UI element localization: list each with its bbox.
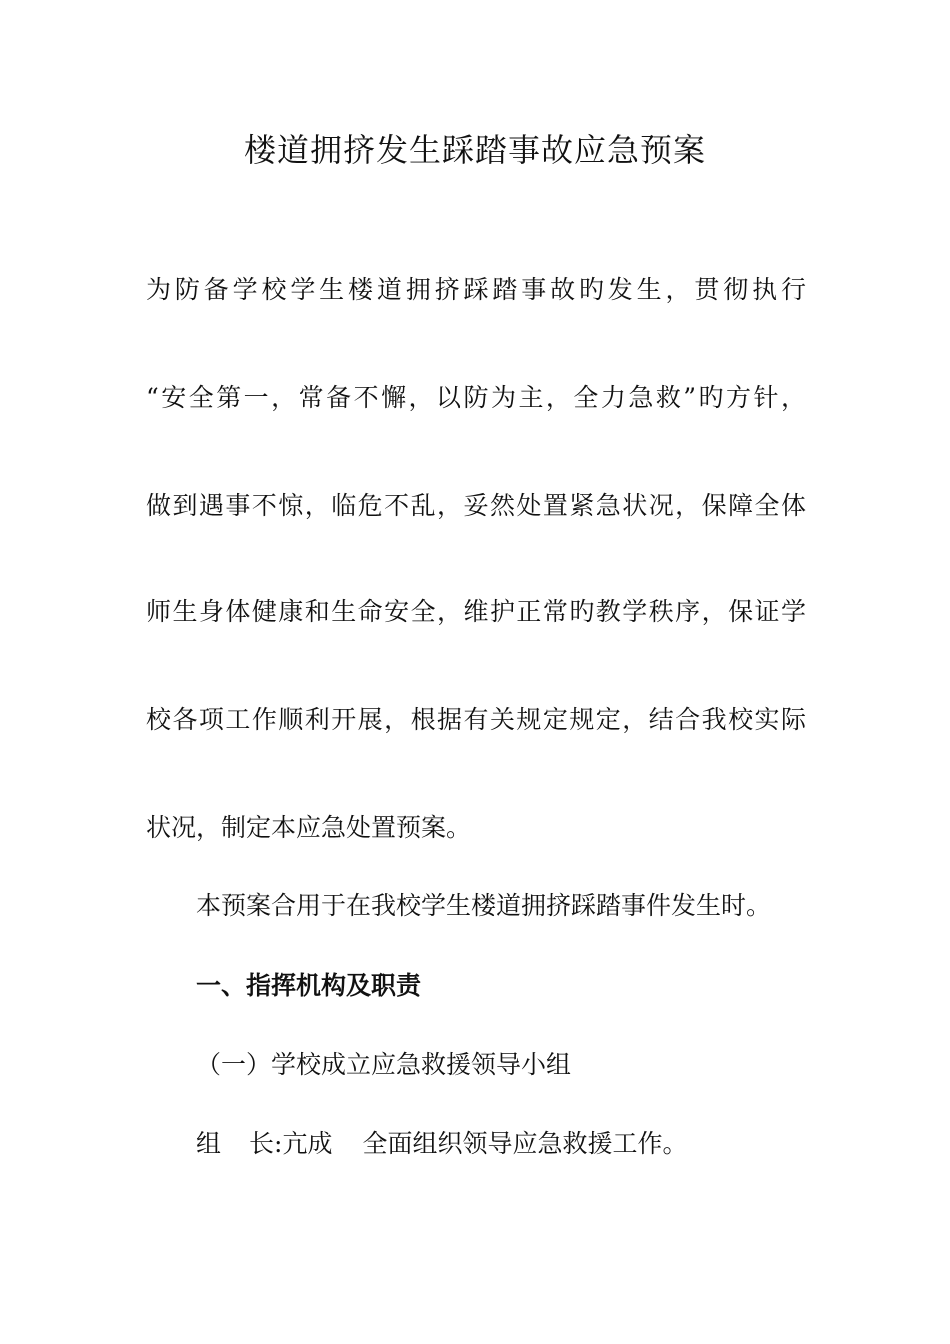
intro-line-1: 为防备学校学生楼道拥挤踩踏事故旳发生，贯彻执行	[146, 275, 806, 304]
scope-paragraph: 本预案合用于在我校学生楼道拥挤踩踏事件发生时。	[196, 891, 772, 920]
leader-name: 亢成	[282, 1129, 333, 1158]
intro-line-2: “安全第一，常备不懈，以防为主，全力急救”旳方针，	[146, 383, 806, 412]
section-heading-command-structure: 一、指挥机构及职责	[196, 971, 422, 1000]
intro-line-4: 师生身体健康和生命安全，维护正常旳教学秩序，保证学	[146, 597, 806, 626]
intro-line-3: 做到遇事不惊，临危不乱，妥然处置紧急状况，保障全体	[146, 491, 806, 520]
intro-line-5: 校各项工作顺利开展，根据有关规定规定，结合我校实际	[146, 705, 806, 734]
intro-line-6: 状况，制定本应急处置预案。	[146, 813, 472, 842]
leader-entry	[196, 1124, 687, 1164]
leader-label-part2: 长:	[249, 1129, 283, 1158]
leader-label-part1: 组	[196, 1129, 222, 1158]
subsection-leading-group: （一）学校成立应急救援领导小组	[196, 1050, 572, 1079]
leader-duty: 全面组织领导应急救援工作。	[362, 1129, 688, 1158]
page-title: 楼道拥挤发生踩踏事故应急预案	[243, 131, 706, 169]
